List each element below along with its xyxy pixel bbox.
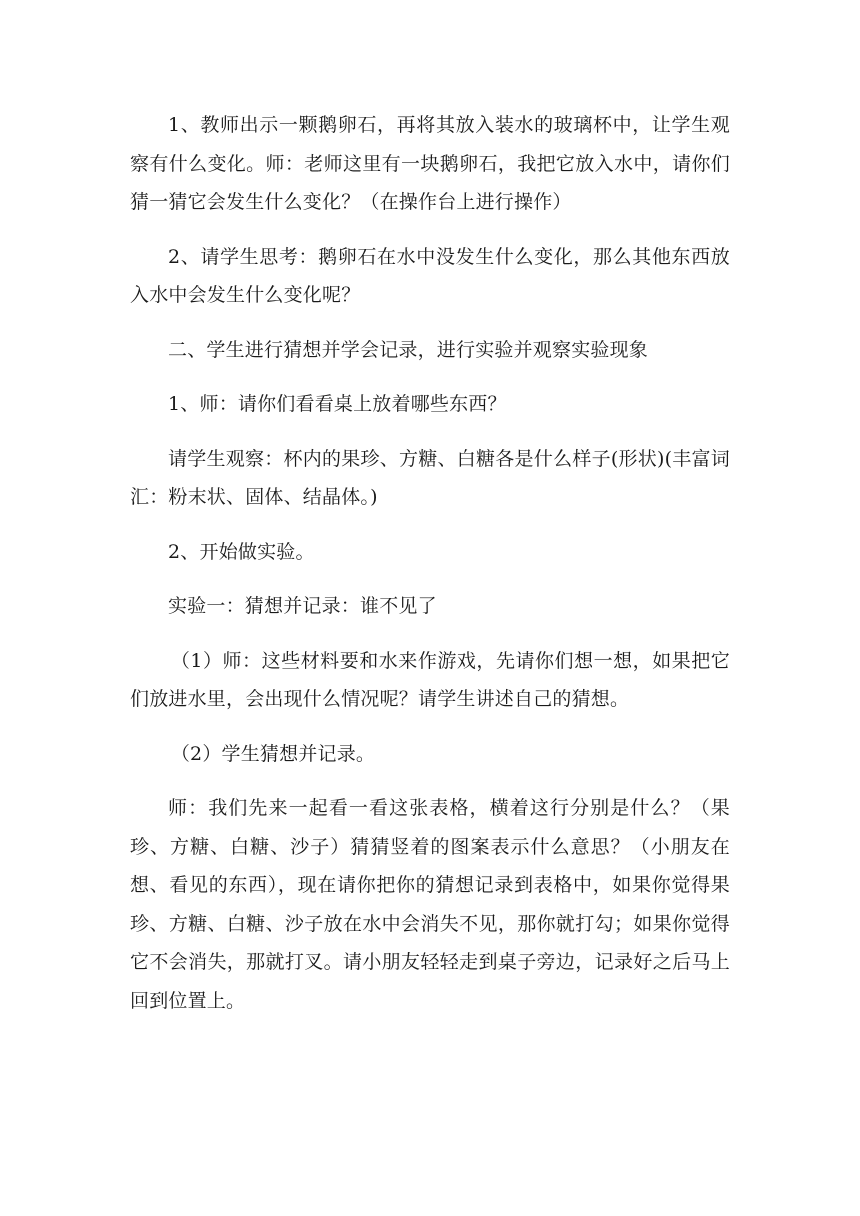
paragraph-sub-2: （2）学生猜想并记录。	[170, 742, 376, 765]
paragraph-step-2-think: 2、请学生思考：鹅卵石在水中没发生什么变化，那么其他东西放入水中会发生什么变化呢？	[130, 245, 730, 306]
paragraph-sub-1: （1）师：这些材料要和水来作游戏，先请你们想一想，如果把它们放进水里，会出现什么情况呢？请学生讲述自己的猜想。	[130, 649, 730, 710]
section-heading-guess-record: 二、学生进行猜想并学会记录，进行实验并观察实验现象	[168, 338, 649, 361]
paragraph-step-1-table-items: 1、师：请你们看看桌上放着哪些东西？	[168, 393, 507, 415]
paragraph-step-1-pebble: 1、教师出示一颗鹅卵石，再将其放入装水的玻璃杯中，让学生观察有什么变化。师：老师这里有一块鹅卵石，我把它放入水中，请你们猜一猜它会发生什么变化？（在操作台上进行操作）	[130, 114, 730, 213]
document-body	[130, 106, 730, 1036]
paragraph-observe: 请学生观察：杯内的果珍、方糖、白糖各是什么样子(形状)(丰富词汇：粉末状、固体、结晶体。)	[130, 447, 730, 508]
paragraph-experiment-one: 实验一：猜想并记录：谁不见了	[168, 595, 437, 617]
paragraph-teacher-table: 师：我们先来一起看一看这张表格，横着这行分别是什么？（果珍、方糖、白糖、沙子）猜猜竖着的图案表示什么意思？（小朋友在想、看见的东西），现在请你把你的猜想记录到表格中，如果你觉得果珍、方糖、白糖、沙子放在水中会消失不见，那你就打勾；如果你觉得它不会消失，那就打叉。请小朋友轻轻走到桌子旁边，记录好之后马上回到位置上。	[130, 797, 730, 1012]
paragraph-step-2-experiment: 2、开始做实验。	[168, 540, 315, 563]
